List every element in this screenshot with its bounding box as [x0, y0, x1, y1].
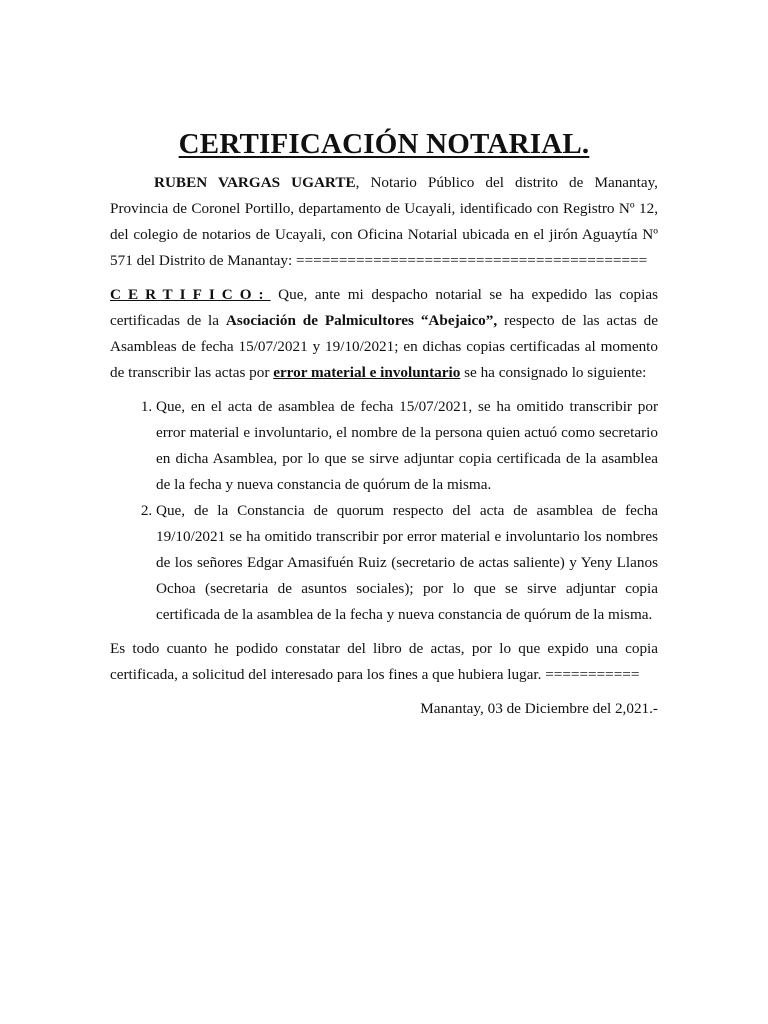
list-item: 1. Que, en el acta de asamblea de fecha 15/07/2021, se ha omitido transcribir por error material e involuntario, el nombre de la persona quien actuó como secretario en dicha Asamblea, por lo que se sirve adjuntar copia certificada de la asamblea de la fecha y nueva constancia de quórum de la misma. — [156, 394, 658, 498]
closing-paragraph: Es todo cuanto he podido constatar del libro de actas, por lo que expido una copia certificada, a solicitud del interesado para los fines a que hubiera lugar. =========== — [110, 640, 658, 683]
intro-text: , Notario Público del distrito de Manantay, Provincia de Coronel Portillo, departamento de Ucayali, identificado con Registro Nº 12, del colegio de notarios de Ucayali, con Oficina Notarial ubicada en el jirón Aguaytía Nº 571 del Distrito de Manantay: ========================================= — [110, 174, 658, 269]
document-title: CERTIFICACIÓN NOTARIAL. — [178, 128, 590, 160]
certifico-text-1: Que, ante mi despacho notarial se ha expedido las copias certificadas de la — [110, 286, 658, 329]
intro-paragraph — [110, 170, 658, 274]
findings-list — [110, 394, 658, 628]
certifico-text-2: respecto de las actas de Asambleas de fecha 15/07/2021 y 19/10/2021; en dichas copias certificadas al momento de transcribir las actas por — [110, 312, 658, 381]
certifico-text-3: se ha consignado lo siguiente: — [460, 364, 647, 381]
association-name: Asociación de Palmicultores “Abejaico”, — [225, 312, 498, 329]
date-line: Manantay, 03 de Diciembre del 2,021.- — [420, 700, 658, 717]
list-item: 2. Que, de la Constancia de quorum respecto del acta de asamblea de fecha 19/10/2021 se ha omitido transcribir por error material e involuntario los nombres de los señores Edgar Amasifuén Ruiz (secretario de actas saliente) y Yeny Llanos Ochoa (secretaria de asuntos sociales); por lo que se sirve adjuntar copia certificada de la asamblea de la fecha y nueva constancia de quórum de la misma. — [156, 498, 658, 628]
document-body — [110, 170, 658, 722]
certifico-paragraph — [110, 282, 658, 386]
notary-name: RUBEN VARGAS UGARTE — [154, 174, 356, 191]
error-phrase: error material e involuntario — [273, 364, 461, 381]
certifico-label: CERTIFICO: — [110, 286, 271, 303]
